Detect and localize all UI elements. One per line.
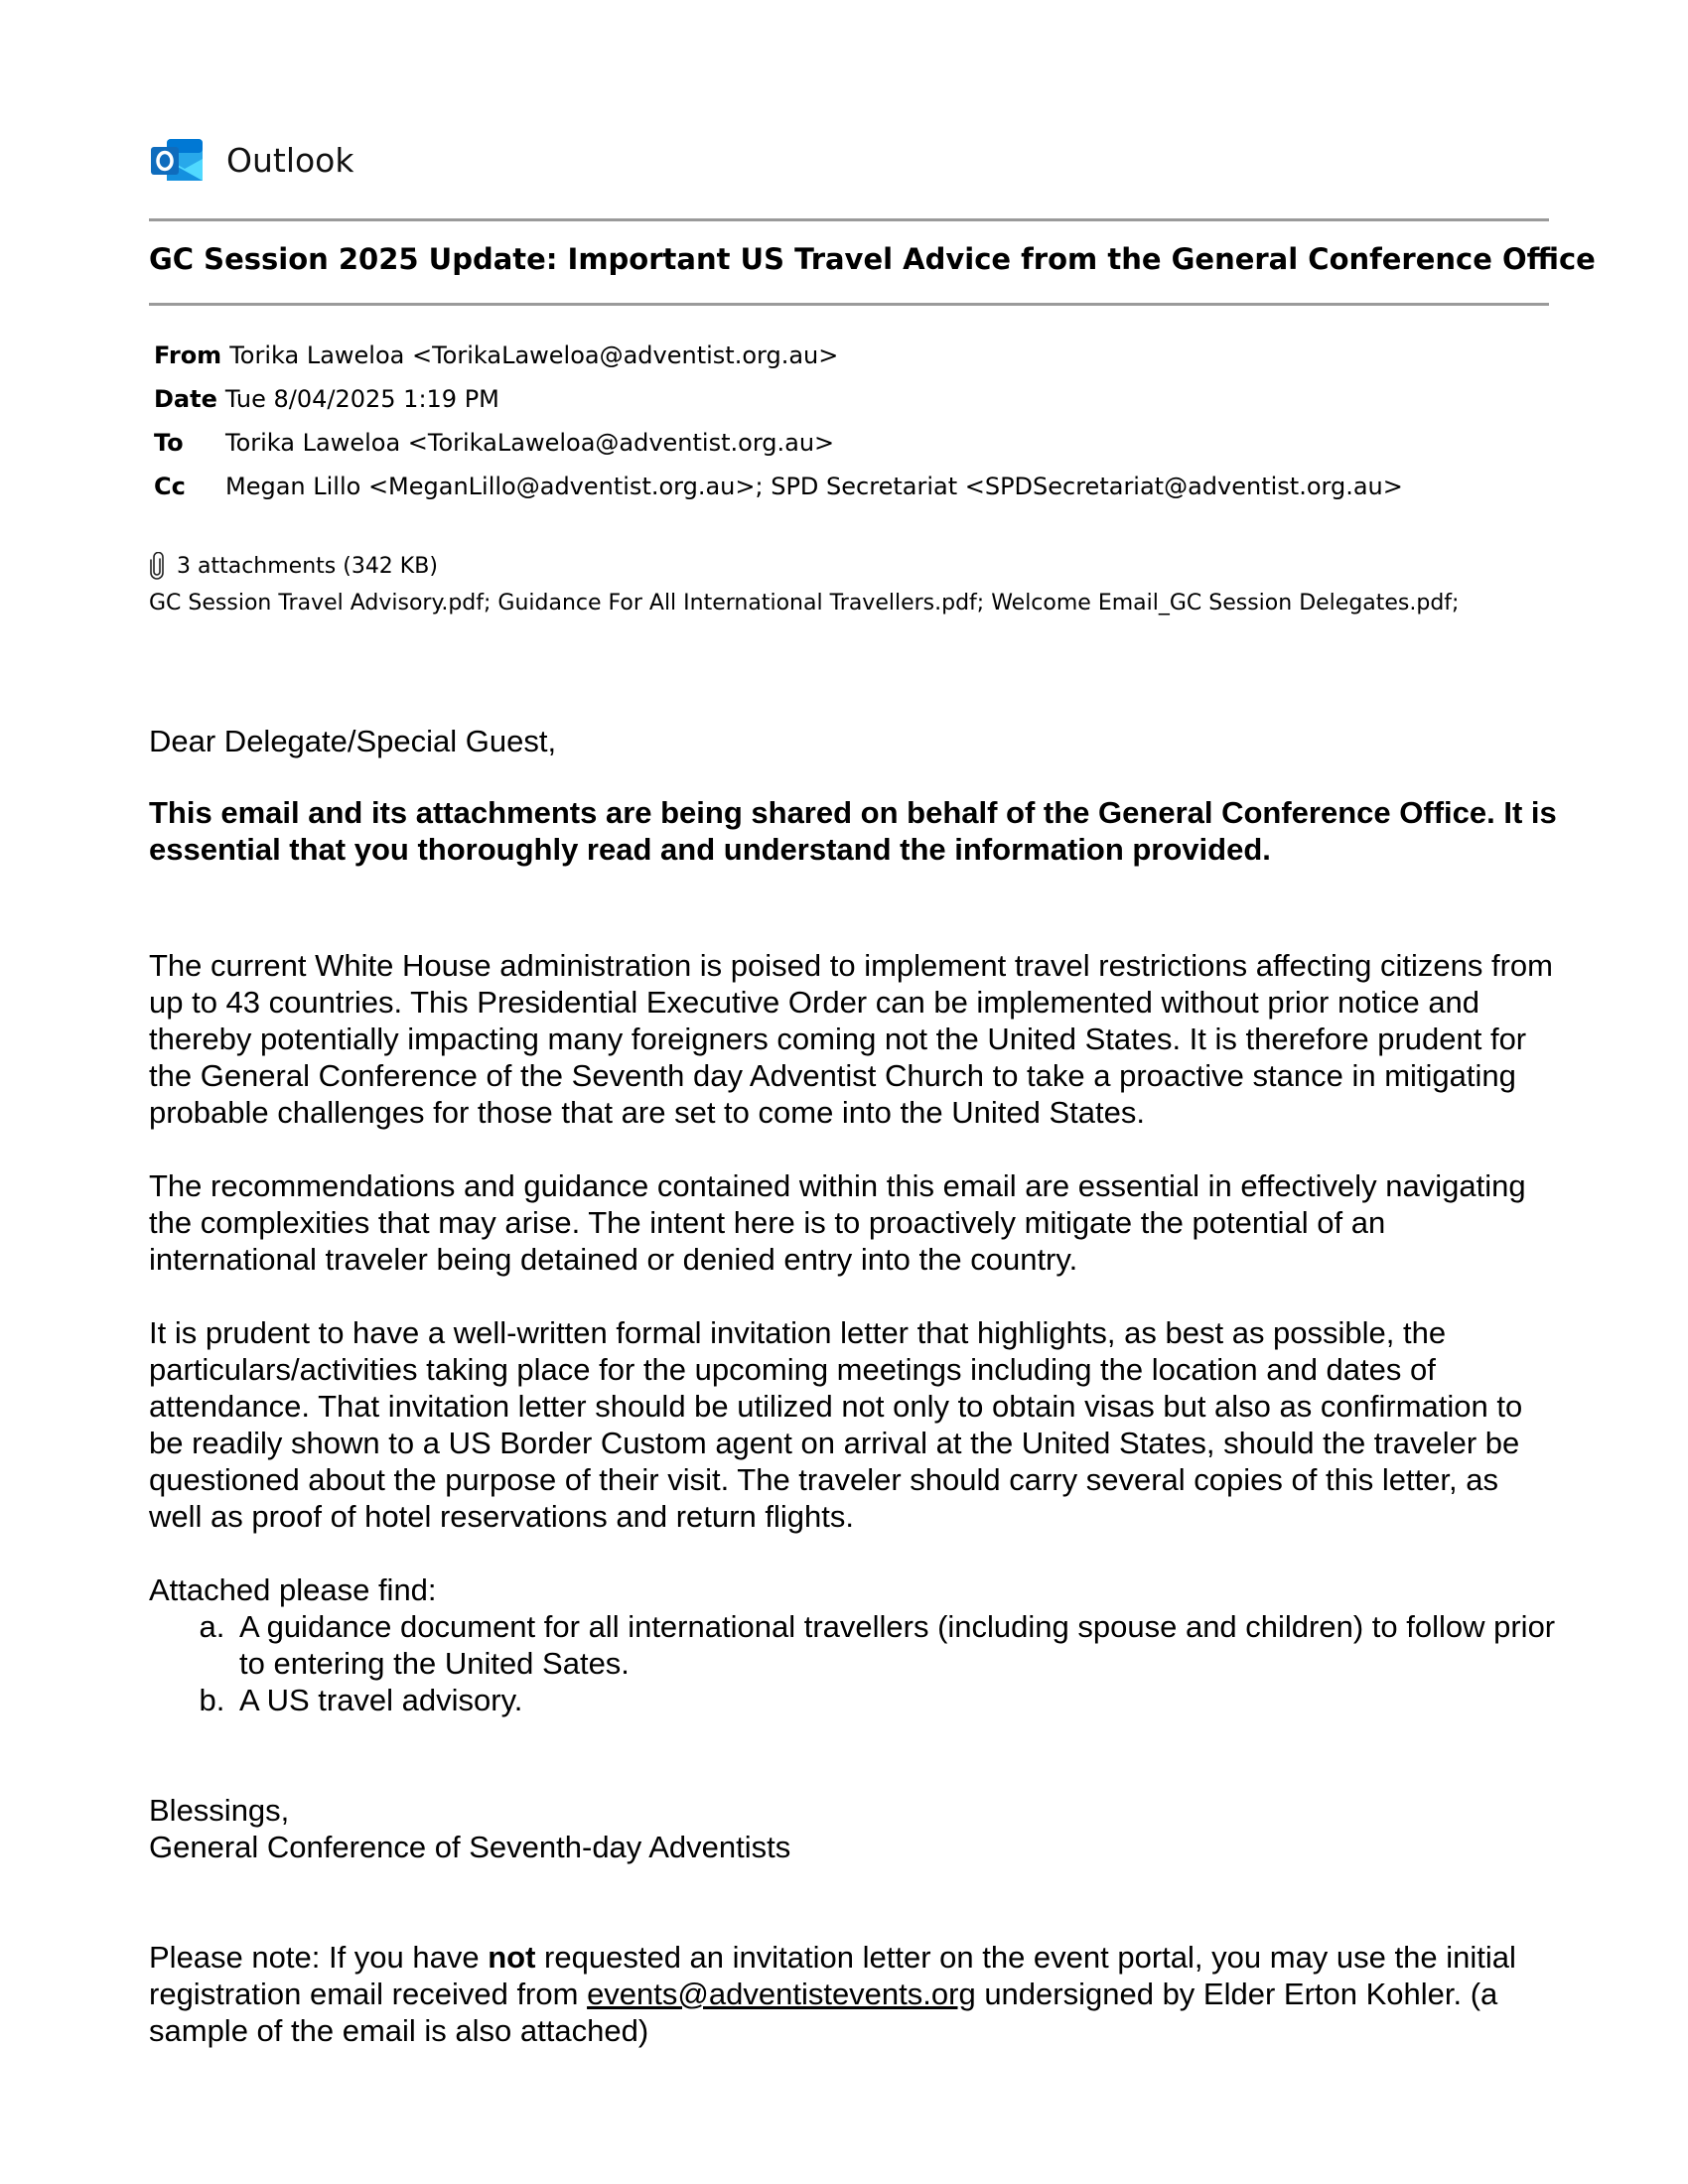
closing: Blessings, (149, 1793, 290, 1828)
to-value[interactable]: Torika Laweloa <TorikaLaweloa@adventist.org.au> (225, 429, 835, 457)
note-emphasis: not (488, 1940, 536, 1975)
attached-intro: Attached please find: (149, 1572, 437, 1607)
from-label: From (154, 341, 222, 369)
paperclip-icon (149, 552, 165, 580)
email-body (149, 723, 1559, 2049)
to-label: To (154, 429, 184, 457)
attachments-count: 3 attachments (342 KB) (177, 553, 438, 579)
cc-label: Cc (154, 473, 186, 500)
email-meta (154, 334, 1403, 508)
cc-row (154, 465, 1403, 508)
events-email-link[interactable]: events@adventistevents.org (587, 1977, 976, 2011)
signature: General Conference of Seventh-day Adventists (149, 1830, 791, 1864)
note-suffix: undersigned by Elder Erton Kohler. (a sample of the email is also attached) (149, 1977, 1498, 2048)
note-middle: requested an invitation letter on the event portal, you may use the initial registration email received from (149, 1940, 1516, 2011)
date-label: Date (154, 385, 217, 413)
date-value: Tue 8/04/2025 1:19 PM (224, 385, 499, 413)
list-item: a. A guidance document for all international travellers (including spouse and children) to follow prior to entering the United Sates. (233, 1608, 1559, 1682)
app-name: Outlook (226, 140, 354, 180)
to-row (154, 421, 1403, 465)
attachments-section (149, 549, 1459, 615)
from-value[interactable]: Torika Laweloa <TorikaLaweloa@adventist.org.au> (229, 341, 839, 369)
paragraph-3: It is prudent to have a well-written formal invitation letter that highlights, as best as possible, the particulars/activities taking place for the upcoming meetings including the location and dates of attendance. That invitation letter should be utilized not only to obtain visas but also as confirmation to be readily shown to a US Border Custom agent on arrival at the United States, should the traveler be questioned about the purpose of their visit. The traveler should carry several copies of this letter, as well as proof of hotel reservations and return flights. (149, 1315, 1523, 1534)
app-header (149, 132, 354, 188)
from-row (154, 334, 1403, 377)
outlook-logo-icon (149, 135, 207, 185)
paragraph-2: The recommendations and guidance contained within this email are essential in effectively navigating the complexities that may arise. The intent here is to proactively mitigate the potential of an international traveler being detained or denied entry into the country. (149, 1168, 1526, 1277)
attachment-file-list[interactable]: GC Session Travel Advisory.pdf; Guidance For All International Travellers.pdf; Welcome Email_GC Session Delegates.pdf; (149, 591, 1460, 615)
email-subject: GC Session 2025 Update: Important US Travel Advice from the General Conference Office (149, 242, 1596, 276)
attachments-summary[interactable] (149, 549, 1459, 583)
date-row (154, 377, 1403, 421)
intro-bold-paragraph: This email and its attachments are being shared on behalf of the General Conference Office. It is essential that you thoroughly read and understand the information provided. (149, 795, 1557, 867)
cc-value[interactable]: Megan Lillo <MeganLillo@adventist.org.au>; SPD Secretariat <SPDSecretariat@adventist.org.au> (225, 473, 1403, 500)
header-divider (149, 218, 1549, 221)
attached-list (149, 1608, 1559, 1718)
note-paragraph (149, 1939, 1559, 2049)
paragraph-1: The current White House administration is poised to implement travel restrictions affecting citizens from up to 43 countries. This Presidential Executive Order can be implemented without prior notice and thereby potentially impacting many foreigners coming not the United States. It is therefore prudent for the General Conference of the Seventh day Adventist Church to take a proactive stance in mitigating probable challenges for those that are set to come into the United States. (149, 948, 1553, 1130)
list-item: b. A US travel advisory. (233, 1682, 1559, 1718)
greeting: Dear Delegate/Special Guest, (149, 724, 557, 758)
subject-divider (149, 303, 1549, 306)
note-prefix: Please note: If you have (149, 1940, 489, 1975)
